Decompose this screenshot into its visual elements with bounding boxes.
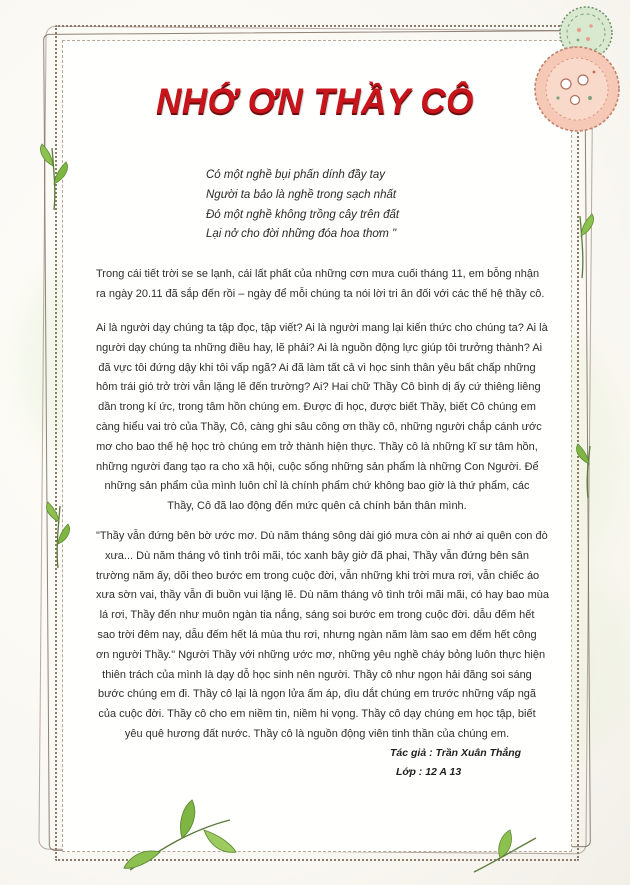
paragraph-line: càng hiểu vai trò của Thầy, Cô, càng ghi sâu công ơn thầy cô, những người chắp cánh ước [96, 420, 542, 433]
paragraph-line: dần trong kí ức, trong tâm hồn chúng em. Được đi học, được biết Thầy, biết Cô chúng em [98, 401, 536, 414]
paragraph-line: hôm trái gió trở trời vẫn lặng lẽ đến trường? Ai? Hai chữ Thầy Cô bình dị ấy cứ thiêng liêng [96, 381, 541, 394]
paragraph-line: ra ngày 20.11 đã sắp đến rồi – ngày để mỗi chúng ta nói lời tri ân đối với các thế hệ thầy cô. [96, 287, 545, 300]
paragraph-line: của cuộc đời. Thầy cô cho em niềm tin, niềm hi vọng. Thầy cô dạy chúng em học tập, biết [98, 708, 536, 721]
author-line: Tác giả : Trần Xuân Thắng [390, 747, 522, 759]
paragraph-line: sao trời đêm nay, dẫu đếm hết lá mùa thu rơi, nhưng ngàn năm làm sao em đếm hết công [97, 628, 537, 641]
paragraph-line: ơn người Thầy." Người Thầy với những ước mơ, những yêu nghề cháy bỏng luôn thực hiện [96, 648, 546, 661]
signature-block [390, 744, 540, 782]
paragraph-line: Trong cái tiết trời se se lạnh, cái lất phất của những cơn mưa cuối tháng 11, em bỗng nhận [96, 268, 540, 280]
paragraph-intro [96, 265, 545, 305]
paragraph-line: "Thầy vẫn đứng bên bờ ước mơ. Dù năm tháng sông dài gió mưa còn ai nhớ ai quên con đò [96, 530, 548, 542]
paragraph-questions [96, 319, 548, 517]
poem-line: Có một nghề bụi phấn dính đầy tay [206, 169, 386, 181]
leaf-icon [34, 142, 74, 212]
poem-line: Người ta bảo là nghề trong sạch nhất [206, 188, 397, 201]
poem-line: Đó một nghề không trồng cây trên đất [206, 208, 400, 221]
paragraph-line: thiên trách của mình là dạy dỗ học sinh nên người. Thầy cô như ngọn hải đăng soi sáng [102, 668, 532, 681]
paragraph-line: bước chúng em đi. Thầy cô lại là ngọn lửa ấm áp, dìu dắt chúng em trước những vấp ngã [97, 688, 537, 701]
paragraph-line: những người đang tạo ra cho xã hội, cuộc sống những sản phẩm là những Con Người. Để [96, 460, 539, 473]
paragraph-line: Ai là người dạy chúng ta tập đọc, tập viết? Ai là người mang lại kiến thức cho chúng ta? Ai là [96, 322, 548, 334]
page-title: NHỚ ƠN THẦY CÔ [156, 82, 474, 121]
leaf-icon [470, 828, 540, 878]
paragraph-line: xưa... Dù năm tháng vô tình trôi mãi, tóc xanh bây giờ đã phai, Thầy vẫn đứng bên sân [104, 549, 530, 562]
paragraph-line: người dạy chúng ta những điều hay, lẽ phải? Ai là nguồn động lực giúp tôi trưởng thành? Ai [96, 341, 543, 354]
paragraph-tribute [96, 527, 549, 745]
paragraph-line: mơ cho bao thế hệ học trò chúng em trở thành hiện thực. Thầy cô là những kĩ sư tâm hồn, [96, 440, 538, 453]
poem-line: Lại nở cho đời những đóa hoa thơm " [206, 228, 397, 241]
leaf-icon [562, 210, 602, 280]
class-line: Lớp : 12 A 13 [396, 766, 462, 778]
leaf-icon [120, 790, 240, 880]
paragraph-line: đã vực tôi đứng dậy khi tôi vấp ngã? Ai đã làm tất cả vì học sinh thân yêu bất chấp những [98, 361, 536, 374]
poem-stanza [206, 166, 466, 245]
paragraph-line: lá rơi, Thầy đến như muôn ngàn tia nắng, sáng soi bước em trong cuộc đời. dẫu đếm hết [99, 609, 535, 622]
paragraph-line: Thầy, Cô đã lao động đến mức quên cả chính bản thân mình. [167, 500, 467, 513]
paragraph-line: trường năm ấy, dõi theo bước em trong cuộc đời, vẫn những khi trời mưa rơi, vẫn chiếc áo [96, 569, 540, 582]
decorative-circle-icon [528, 40, 626, 138]
paragraph-line: những sản phẩm của mình luôn chỉ là chính phẩm chứ không bao giờ là thứ phẩm, các [104, 480, 530, 493]
leaf-icon [568, 440, 608, 500]
leaf-icon [38, 500, 78, 570]
paragraph-line: yêu quê hương đất nước. Thầy cô là nguồn động viên tinh thần của chúng em. [124, 727, 510, 740]
paragraph-line: xưa sờn vai, thầy vẫn đi buồn vui lặng lẽ. Dù năm tháng vô tình trôi mãi mãi, có hay bao mùa [96, 589, 549, 602]
